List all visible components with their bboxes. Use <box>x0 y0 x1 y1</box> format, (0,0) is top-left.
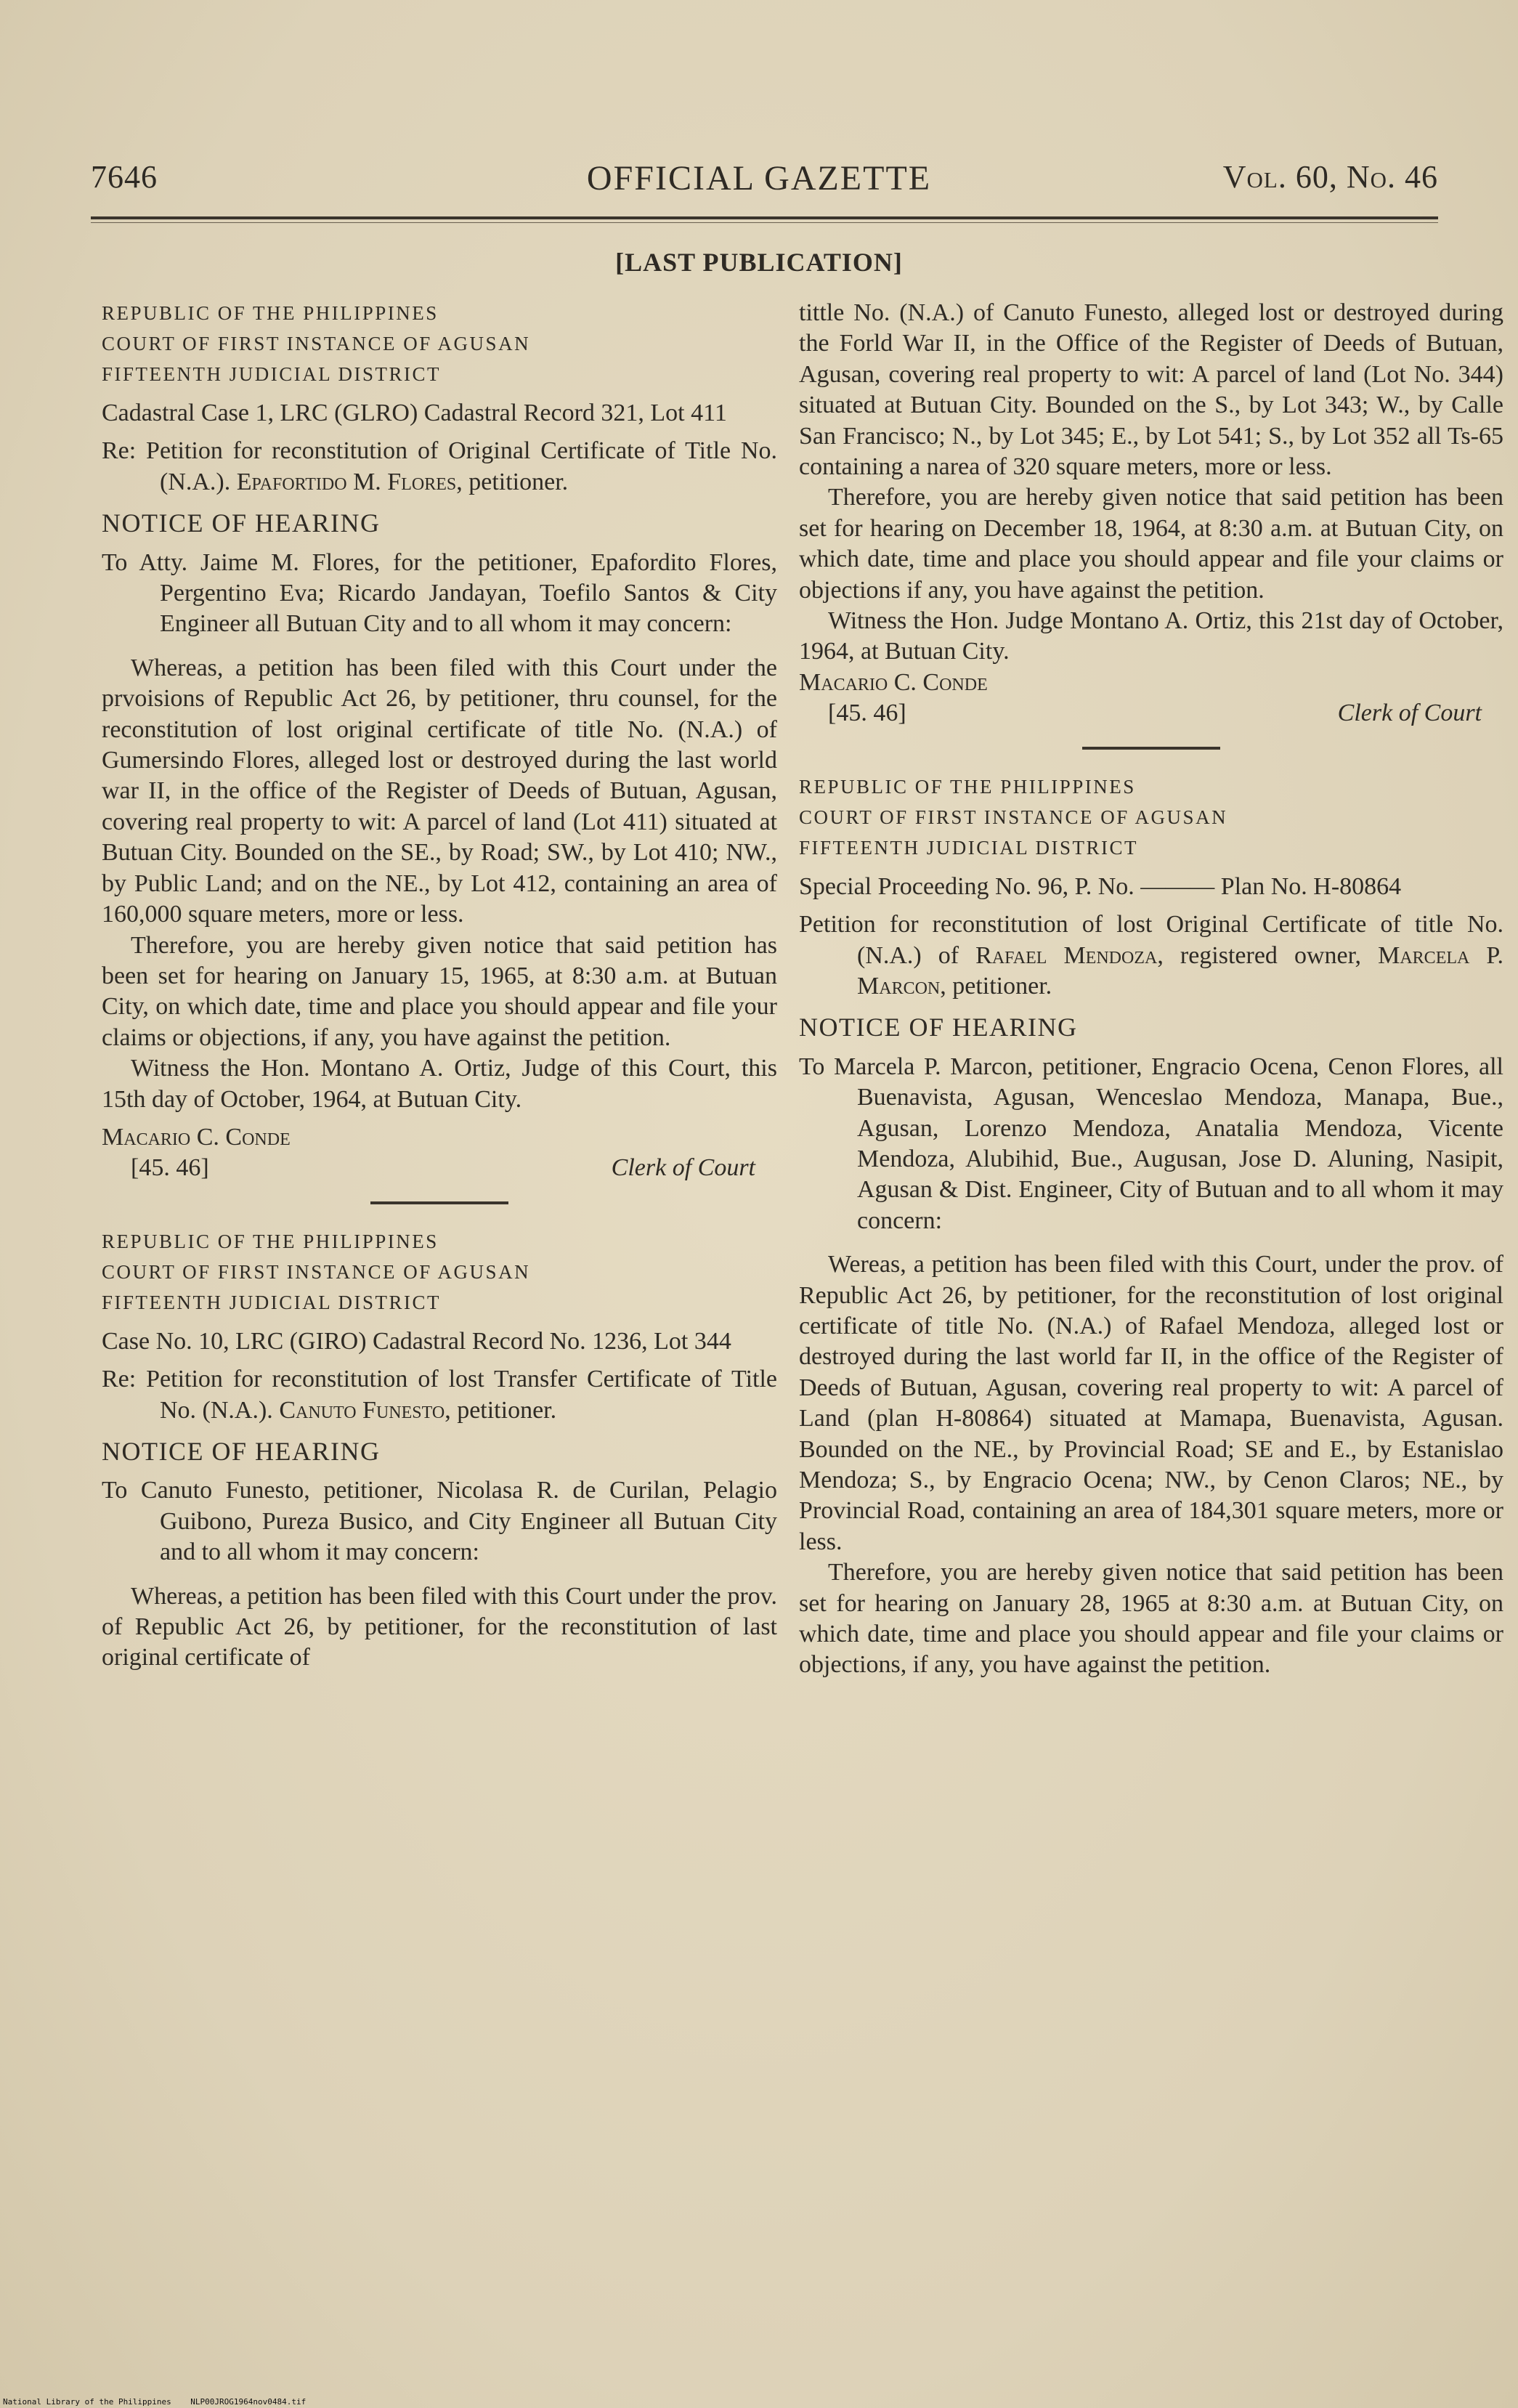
therefore-paragraph: Therefore, you are hereby given notice that said petition has been set for hearing on December 18, 1964, at 8:30 a.m. at Butuan City, on which date, time and place you should appear and file your claims or objections if any, you have against the petition. <box>799 484 1503 604</box>
volume-number: Vol. 60, No. 46 <box>1222 159 1438 195</box>
petition-subject: Petition for reconstitution of lost Original Certificate of title No. (N.A.) of Rafael Mendoza, registered owner, Marcela P. Marcon, petitioner. <box>799 911 1504 1000</box>
court-heading-line: COURT OF FIRST INSTANCE OF AGUSAN <box>102 1260 531 1283</box>
scan-footer <box>3 2397 306 2407</box>
signer-name: Macario C. Conde <box>102 1123 291 1151</box>
page-number: 7646 <box>91 159 158 195</box>
court-heading-line: FIFTEENTH JUDICIAL DISTRICT <box>799 836 1138 859</box>
last-publication-tag: [LAST PUBLICATION] <box>615 248 903 277</box>
case-number: Case No. 10, LRC (GIRO) Cadastral Record No. 1236, Lot 344 <box>102 1327 731 1355</box>
petition-subject: Re: Petition for reconstitution of lost Transfer Certificate of Title No. (N.A.). Canuto Funesto, petitioner. <box>102 1366 777 1424</box>
addressees: To Atty. Jaime M. Flores, for the petitioner, Epafordito Flores, Pergentino Eva; Ricardo Jandayan, Toefilo Santos & City Engineer all Butuan City and to all whom it may concern: <box>102 548 777 638</box>
notice-heading: NOTICE OF HEARING <box>102 508 381 538</box>
petitioner-name: Canuto Funesto <box>279 1396 445 1424</box>
therefore-paragraph: Therefore, you are hereby given notice that said petition has been set for hearing on January 15, 1965, at 8:30 a.m. at Butuan City, on which date, time and place you should appear and file your claims or objections, if any, you have against the petition. <box>102 931 777 1051</box>
header-rule <box>91 216 1438 219</box>
notice-heading: NOTICE OF HEARING <box>799 1013 1078 1042</box>
court-heading-line: REPUBLIC OF THE PHILIPPINES <box>799 775 1136 798</box>
petitioner-name: Marcela P. Marcon <box>857 941 1504 1000</box>
publication-title: OFFICIAL GAZETTE <box>586 159 932 198</box>
court-heading-line: REPUBLIC OF THE PHILIPPINES <box>102 302 439 324</box>
court-heading-line: REPUBLIC OF THE PHILIPPINES <box>102 1230 439 1252</box>
court-heading-line: FIFTEENTH JUDICIAL DISTRICT <box>102 1291 441 1313</box>
notice-heading: NOTICE OF HEARING <box>102 1436 381 1466</box>
case-number: Cadastral Case 1, LRC (GLRO) Cadastral Record 321, Lot 411 <box>102 400 727 426</box>
signature-line <box>799 698 1503 729</box>
signer-name: Macario C. Conde <box>799 668 988 696</box>
court-heading-line: COURT OF FIRST INSTANCE OF AGUSAN <box>799 806 1228 828</box>
petition-subject: Re: Petition for reconstitution of Original Certificate of Title No. (N.A.). Epafortido M. Flores, petitioner. <box>102 437 777 495</box>
court-heading-line: FIFTEENTH JUDICIAL DISTRICT <box>102 363 441 385</box>
clerk-title: Clerk of Court <box>1337 700 1482 727</box>
scan-filename: NLP00JROG1964nov0484.tif <box>190 2397 307 2407</box>
owner-name: Rafael Mendoza <box>975 941 1158 969</box>
witness-paragraph: Witness the Hon. Judge Montano A. Ortiz, this 21st day of October, 1964, at Butuan City. <box>799 607 1503 665</box>
notice-separator <box>1082 747 1220 750</box>
whereas-paragraph: Whereas, a petition has been filed with this Court under the prvoisions of Republic Act 26, by petitioner, thru counsel, for the reconstitution of lost original certificate of title No. (N.A.) of Gumersindo Flores, alleged lost or destroyed during the last world war II, in the office of the Register of Deeds of Butuan, Agusan, covering real property to wit: A parcel of land (Lot 411) situated at Butuan City. Bounded on the SE., by Road; SW., by Lot 410; NW., by Public Land; and on the NE., by Lot 412, containing an area of 160,000 square meters, more or less. <box>102 654 777 928</box>
right-column <box>799 298 1503 1681</box>
header-rule-thin <box>91 222 1438 223</box>
court-heading-line: COURT OF FIRST INSTANCE OF AGUSAN <box>102 333 531 354</box>
signature-line <box>102 1153 777 1183</box>
whereas-paragraph: Whereas, a petition has been filed with this Court under the prov. of Republic Act 26, by petitioner, for the reconstitution of last original certificate of <box>102 1582 777 1671</box>
addressees: To Canuto Funesto, petitioner, Nicolasa R. de Curilan, Pelagio Guibono, Pureza Busico, and City Engineer all Butuan City and to all whom it may concern: <box>102 1477 777 1566</box>
issue-reference: [45. 46] <box>828 700 906 727</box>
whereas-paragraph: Wereas, a petition has been filed with this Court, under the prov. of Republic Act 26, by petitioner, for the reconstitution of lost original certificate of title No. (N.A.) of Rafael Mendoza, alleged lost or destroyed during the last world far II, in the office of the Register of Deeds of Butuan, Agusan, covering real property to wit: A parcel of Land (plan H-80864) situated at Mamapa, Buenavista, Agusan. Bounded on the NE., by Provincial Road; SE and E., by Estanislao Mendoza; S., by Engracio Ocena; NW., by Cenon Claros; NE., by Provincial Road, containing an area of 184,301 square meters, more or less. <box>799 1251 1503 1555</box>
addressees: To Marcela P. Marcon, petitioner, Engracio Ocena, Cenon Flores, all Buenavista, Agusan, Wenceslao Mendoza, Manapa, Bue., Agusan, Lorenzo Mendoza, Anatalia Mendoza, Vicente Mendoza, Alubihid, Bue., Augusan, Jose D. Aluning, Nasipit, Agusan & Dist. Engineer, City of Butuan and to all whom it may concern: <box>799 1053 1503 1234</box>
therefore-paragraph: Therefore, you are hereby given notice that said petition has been set for hearing on January 28, 1965 at 8:30 a.m. at Butuan City, on which date, time and place you should appear and file your claims or objections, if any, you have against the petition. <box>799 1559 1503 1679</box>
case-number: Special Proceeding No. 96, P. No. ——— Plan No. H-80864 <box>799 872 1402 900</box>
notice-separator <box>370 1201 508 1204</box>
whereas-continued: tittle No. (N.A.) of Canuto Funesto, alleged lost or destroyed during the Forld War II, in the Office of the Register of Deeds of Butuan, Agusan, covering real property to wit: A parcel of land (Lot No. 344) situated at Butuan City. Bounded on the S., by Lot 343; W., by Calle San Francisco; N., by Lot 345; E., by Lot 541; S., by Lot 352 all Ts-65 containing a narea of 320 square meters, more or less. <box>799 299 1503 481</box>
witness-paragraph: Witness the Hon. Montano A. Ortiz, Judge of this Court, this 15th day of October, 1964, at Butuan City. <box>102 1055 777 1113</box>
clerk-title: Clerk of Court <box>611 1154 755 1182</box>
left-column <box>102 298 777 1674</box>
library-credit: National Library of the Philippines <box>3 2397 171 2407</box>
issue-reference: [45. 46] <box>131 1154 209 1182</box>
petitioner-name: Epafortido M. Flores <box>236 468 457 495</box>
